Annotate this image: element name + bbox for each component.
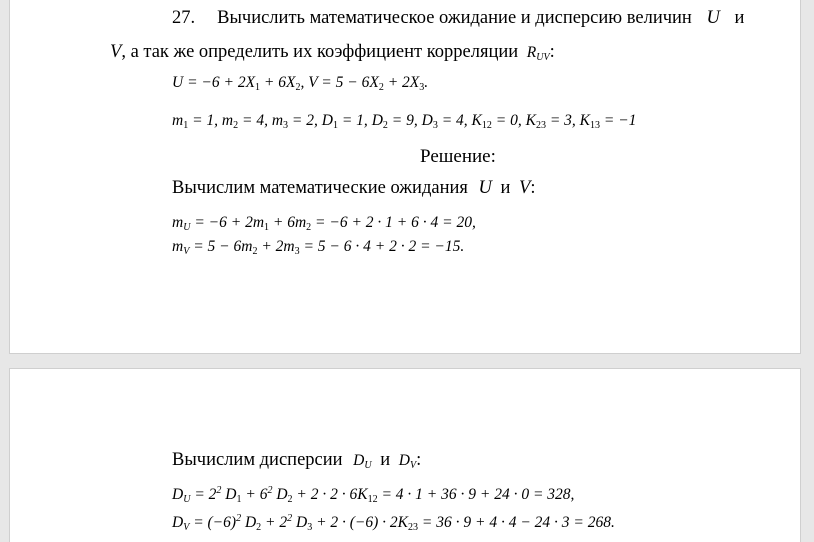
conjunction-and: и (734, 8, 745, 28)
problem-statement-line-2 (110, 43, 555, 62)
correlation-symbol: $R_{UV}$ (526, 44, 550, 63)
expect-var-V: V (519, 178, 531, 198)
parameters-line (172, 113, 636, 129)
dispersion-DV-formula: $D_V = (-6)^2$ $D_2 + 2^2$ $D_3 + 2 \cdot (-6) \cdot 2K_{23} = 36 \cdot 9 + 4 \cdot 4 - 24 \cdot 3 = 268$. (172, 513, 615, 533)
document-page-2 (9, 368, 801, 542)
expect-var-U: U (478, 178, 492, 198)
param-K13: $K_{13} = -1$ (579, 112, 637, 131)
task-text-1: Вычислить математическое ожидание и дисперсию величин (217, 8, 692, 28)
task-colon: : (549, 42, 555, 62)
param-D1: $D_1 = 1$, (321, 112, 372, 131)
variable-V: V (110, 42, 122, 62)
param-m1: $m_1 = 1$, (172, 112, 222, 131)
dispersion-DU-formula: $D_U = 2^2$ $D_1 + 6^2$ $D_2 + 2 \cdot 2 \cdot 6K_{12} = 4 \cdot 1 + 36 \cdot 9 + 24 \cdot 0 = 328$, (172, 485, 575, 505)
disp-var-DV: $D_V$ (398, 452, 417, 471)
variable-U: U (706, 8, 720, 28)
task-text-2: , а так же определить их коэффициент корреляции (121, 42, 519, 62)
equation-U-V: $U = -6 + 2X_1 + 6X_2$, $V = 5 - 6X_2 + 2X_3$. (172, 74, 429, 93)
problem-number: 27. (172, 8, 196, 28)
expectation-mV-formula: $m_V = 5 - 6m_2 + 2m_3 = 5 - 6 \cdot 4 + 2 \cdot 2 = -15$. (172, 238, 465, 257)
disp-var-DU: $D_U$ (353, 452, 372, 471)
dispersion-intro: Вычислим дисперсии $D_U$ и $D_V$: (172, 450, 422, 471)
param-m3: $m_3 = 2$, (271, 112, 322, 131)
param-D2: $D_2 = 9$, (371, 112, 422, 131)
param-K12: $K_{12} = 0$, (471, 112, 526, 131)
expectation-intro: Вычислим математические ожидания U и V: (172, 178, 536, 198)
problem-statement-line-1 (172, 9, 744, 28)
expectation-mU-formula: $m_U = -6 + 2m_1 + 6m_2 = -6 + 2 \cdot 1 + 6 \cdot 4 = 20$, (172, 214, 476, 233)
param-K23: $K_{23} = 3$, (525, 112, 580, 131)
param-m2: $m_2 = 4$, (221, 112, 272, 131)
param-D3: $D_3 = 4$, (421, 112, 472, 131)
document-page-1 (9, 0, 801, 354)
solution-heading: Решение: (420, 146, 496, 167)
